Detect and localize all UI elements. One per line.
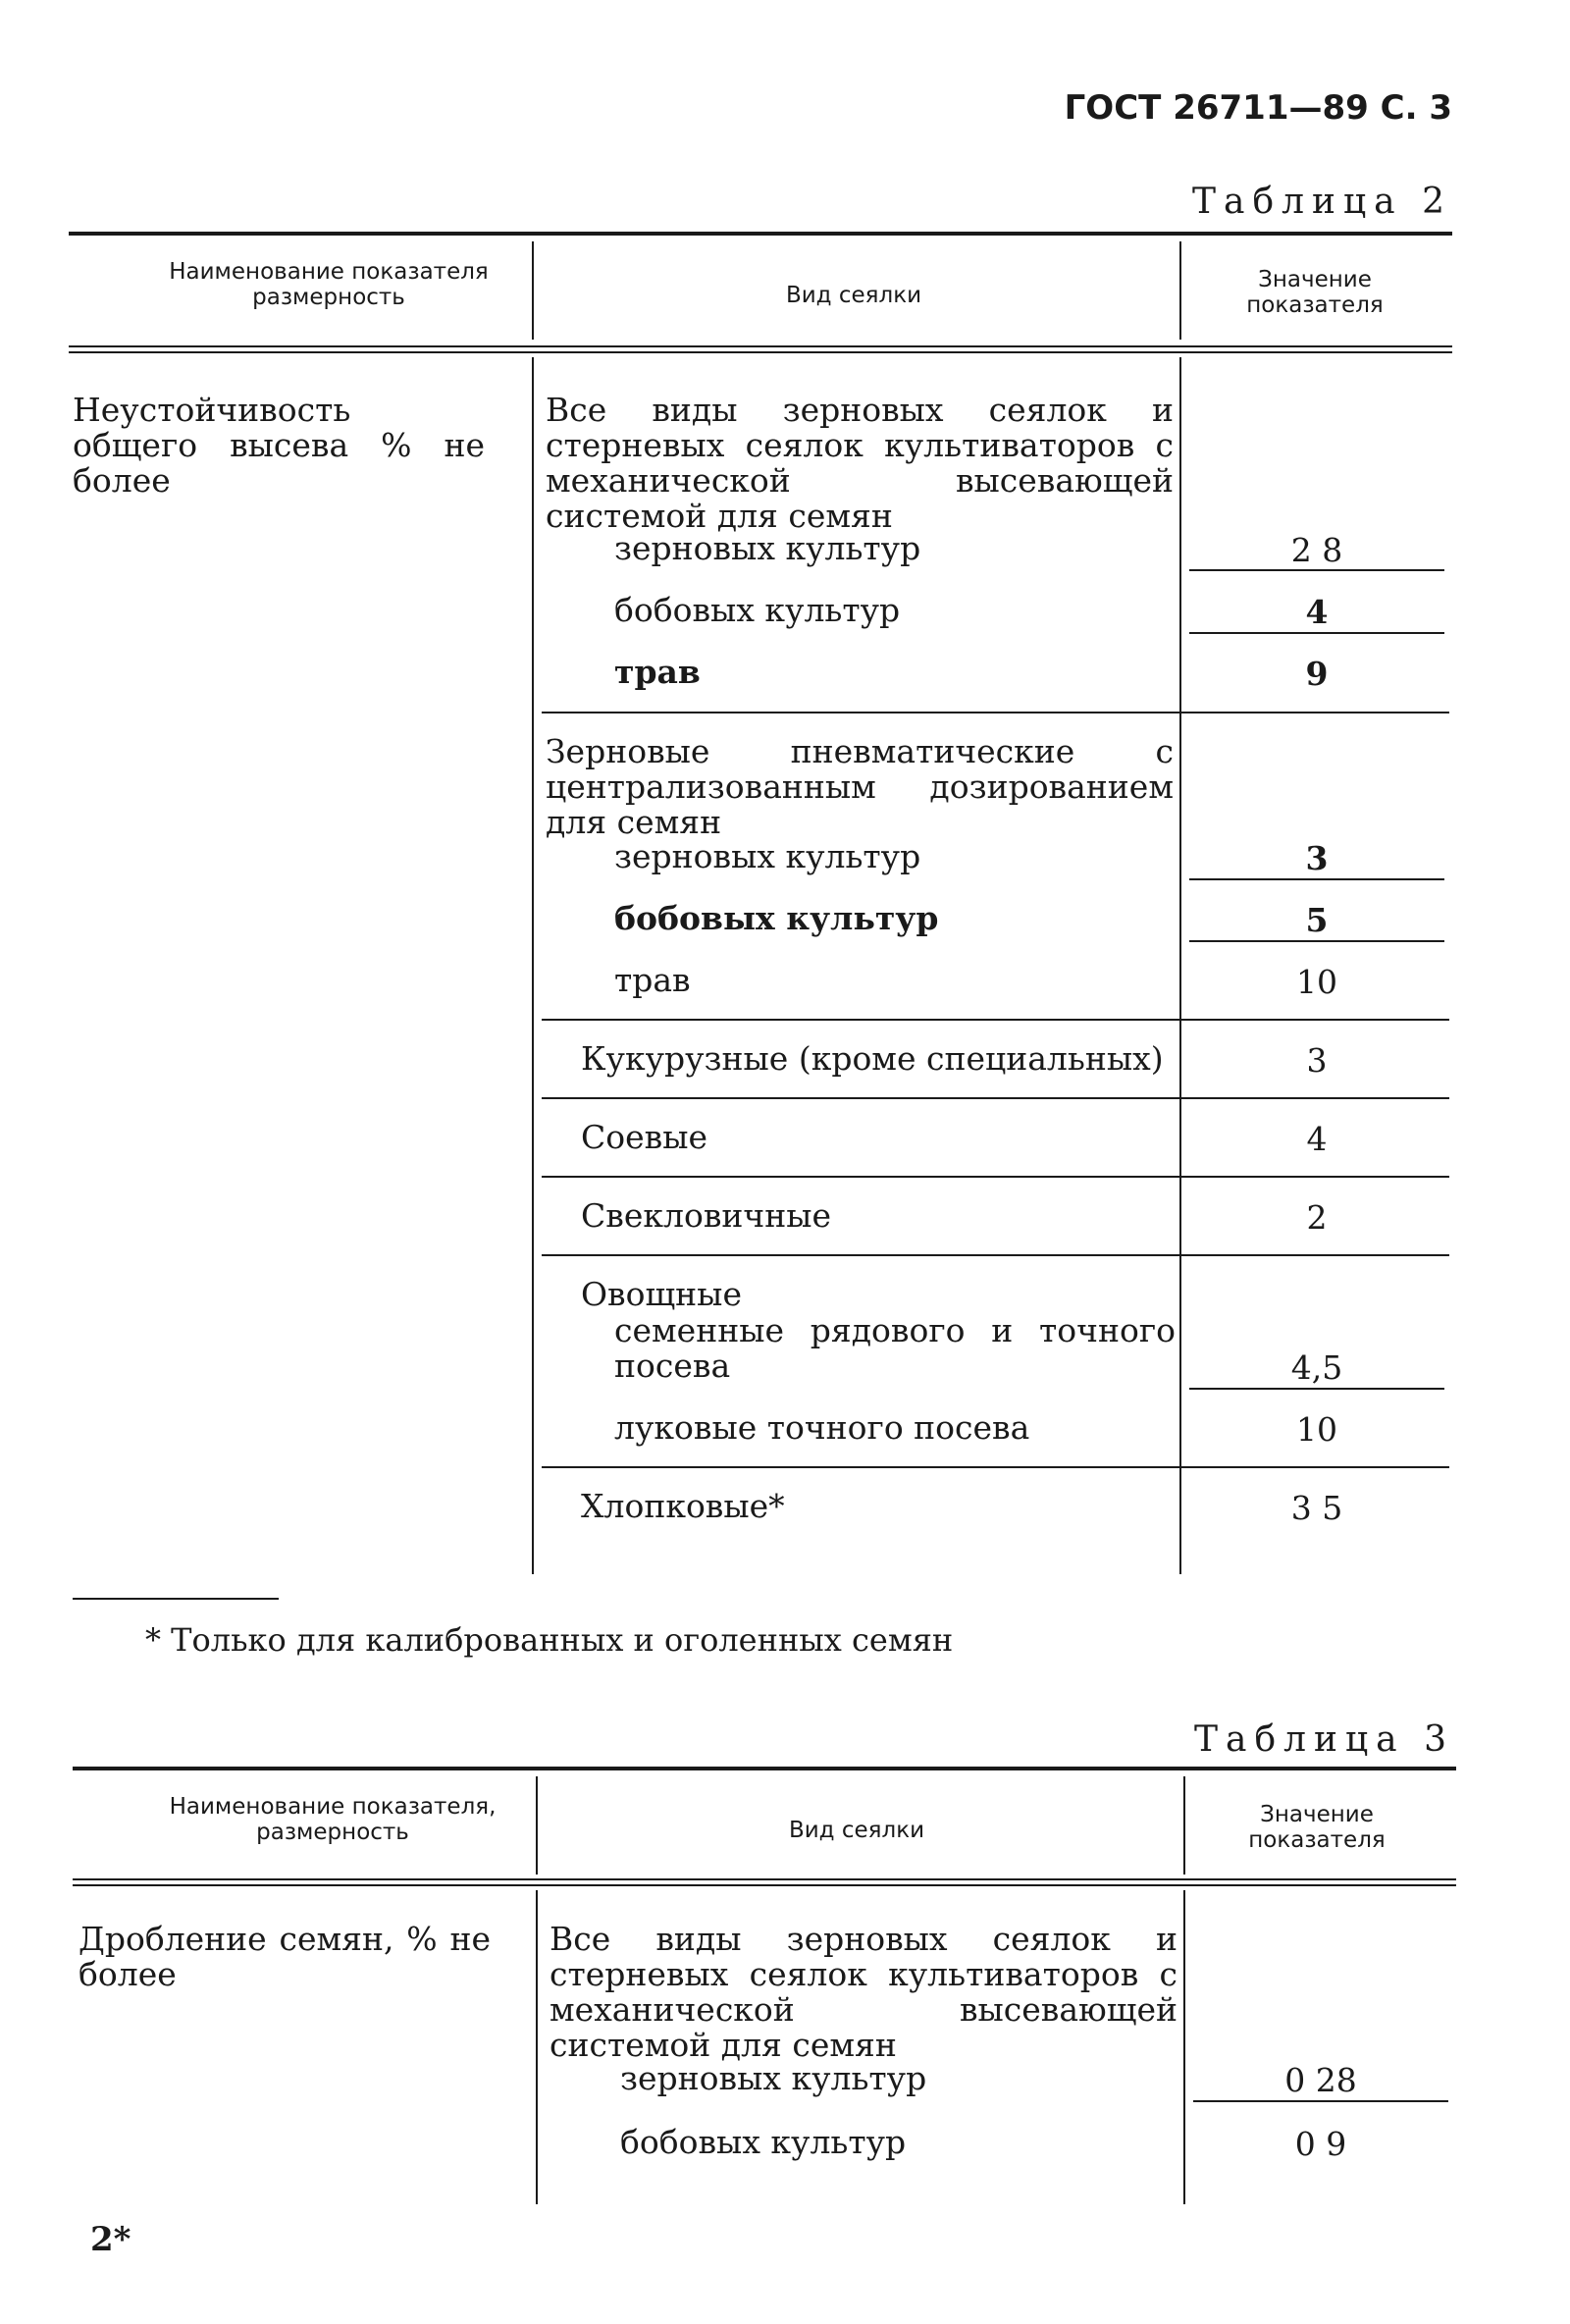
table2-g6-row2-value: 10 [1296,1410,1337,1449]
table3-g1-row1-label: зерновых культур [620,2059,927,2097]
table2-g1-row1-value: 2 8 [1290,531,1343,569]
page-footer: 2* [90,2220,131,2259]
table2-g6-row2-label: луковые точного посева [614,1408,1030,1447]
table2-g2-row3-value: 10 [1296,963,1337,1001]
table3-indicator: Дробление семян, % не более [78,1920,491,1993]
table2-group7-value: 3 5 [1290,1489,1343,1527]
table3-header-type: Вид сеялки [788,1818,925,1843]
table2-g6-row1-value: 4,5 [1290,1348,1343,1387]
page-header: ГОСТ 26711—89 С. 3 [1064,88,1452,128]
table3-label: Таблица 3 [1194,1719,1454,1760]
table2-footnote: * Только для калиброванных и оголенных семян [145,1621,954,1659]
table2-g6-row1-label: семенные рядового и точного посева [614,1311,1176,1385]
table2-header-value: Значение показателя [1246,267,1384,318]
table2-group5-title: Свекловичные [581,1196,831,1235]
table2-g2-row2-label: бобовых культур [614,899,939,937]
table2-label: Таблица 2 [1192,182,1452,222]
table2-group4-title: Соевые [581,1118,708,1156]
table2-g1-row2-value: 4 [1305,593,1329,631]
table2-group2-title: Зерновые пневматические с централизованным дозированием для семян [546,732,1174,841]
table3-g1-row2-label: бобовых культур [620,2123,907,2161]
table3-header-value: Значение показателя [1248,1802,1386,1853]
table2-group6-title: Овощные [581,1275,742,1313]
table2-header-type: Вид сеялки [785,283,922,308]
table2-group7-title: Хлопковые* [581,1487,785,1525]
table2-g1-row2-label: бобовых культур [614,591,901,629]
table2-g2-row3-label: трав [614,961,691,999]
table2-group3-title: Кукурузные (кроме специальных) [581,1039,1164,1078]
table2-indicator: Неустойчивость общего высева % не более [73,391,485,500]
table2-g1-row3-value: 9 [1305,655,1329,693]
table2-group5-value: 2 [1306,1198,1328,1237]
table2-g2-row1-value: 3 [1305,839,1329,877]
table2-g2-row2-value: 5 [1305,901,1329,939]
table2-group4-value: 4 [1306,1120,1328,1158]
table2-header-name: Наименование показателя размерность [169,259,489,310]
table2-g1-row3-label: трав [614,653,701,691]
footnote-separator [73,1598,279,1600]
table2-g2-row1-label: зерновых культур [614,837,921,875]
table3-g1-row1-value: 0 28 [1284,2061,1357,2099]
table2-group3-value: 3 [1306,1041,1328,1080]
table3-group1-title: Все виды зерновых сеялок и стерневых сеялок культиваторов с механической высевающей системой для семян [550,1920,1178,2064]
table2-group1-title: Все виды зерновых сеялок и стерневых сеялок культиваторов с механической высевающей системой для семян [546,391,1174,535]
table3-g1-row2-value: 0 9 [1294,2125,1347,2163]
table3-header-name: Наименование показателя, размерность [169,1794,497,1845]
table2-g1-row1-label: зерновых культур [614,529,921,567]
